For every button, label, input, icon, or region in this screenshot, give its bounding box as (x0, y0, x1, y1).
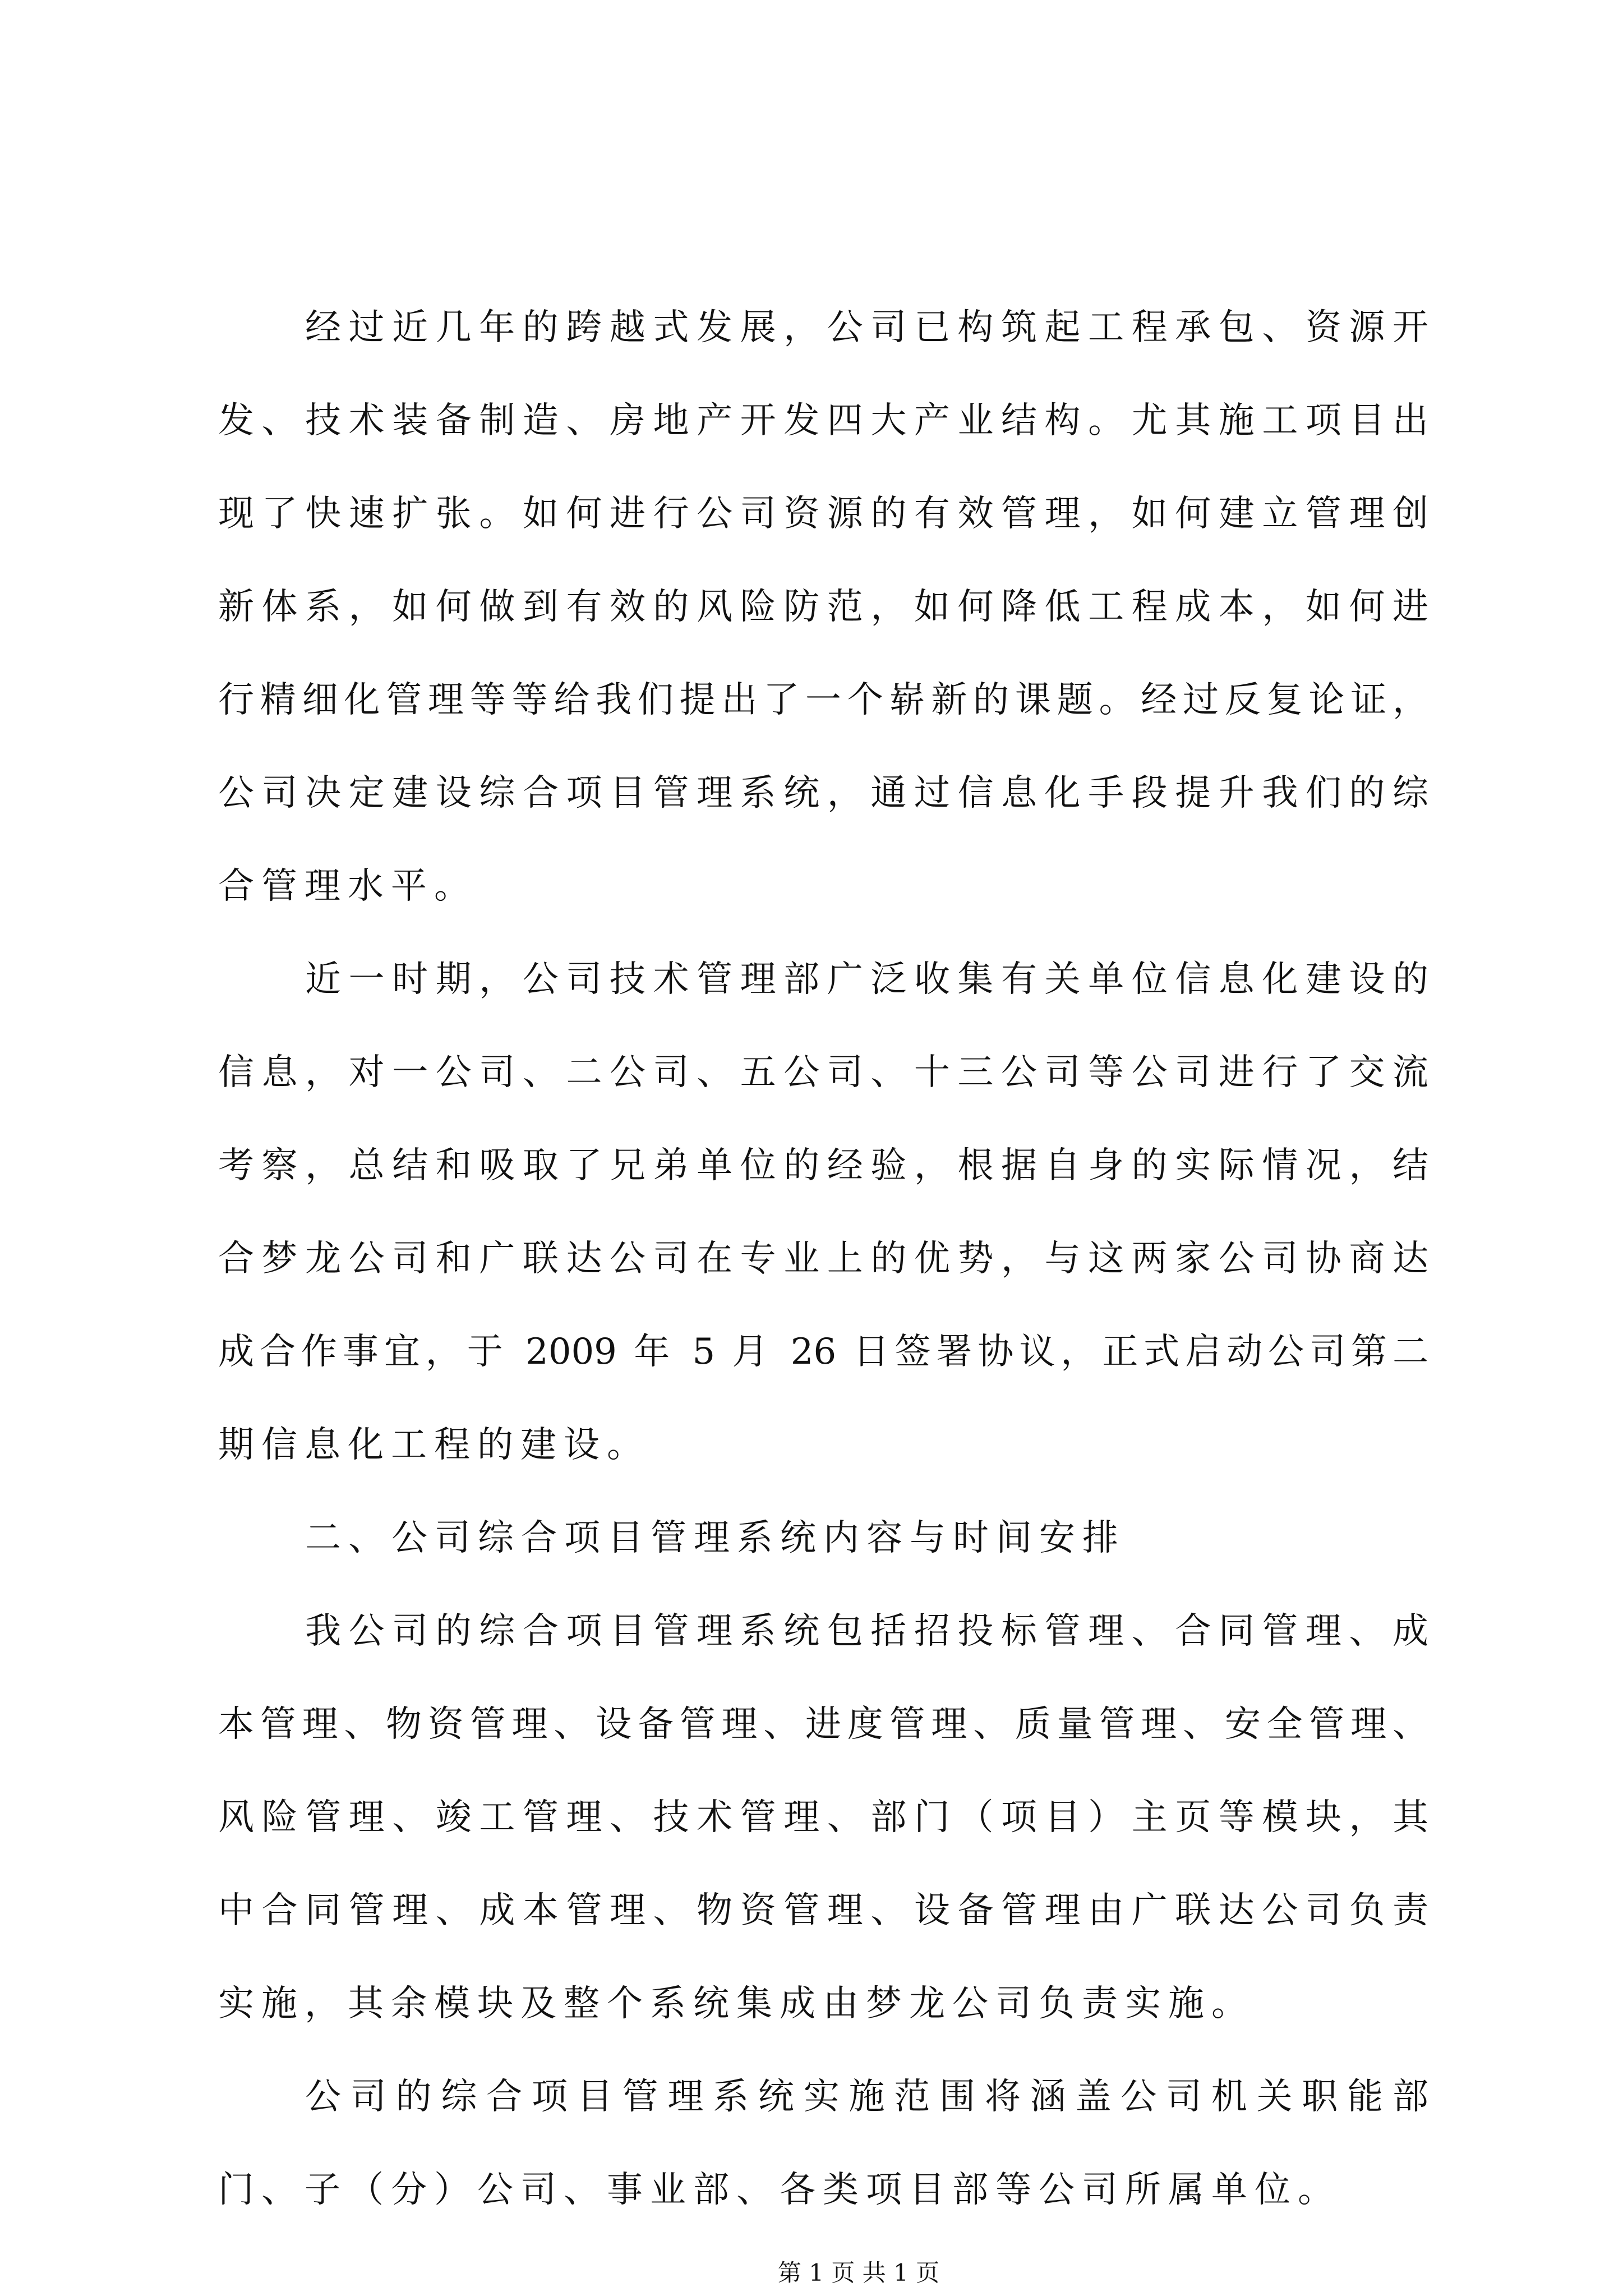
text-line: 中合同管理、成本管理、物资管理、设备管理由广联达公司负责 (218, 1890, 1428, 1931)
paragraph (218, 1585, 1428, 2050)
text-line: 现了快速扩张。如何进行公司资源的有效管理，如何建立管理创 (218, 493, 1428, 535)
text-line: 成合作事宜，于 2009 年 5 月 26 日签署协议，正式启动公司第二 (218, 1331, 1428, 1373)
paragraph (218, 281, 1428, 933)
text-line: 门、子（分）公司、事业部、各类项目部等公司所属单位。 (218, 2169, 1341, 2211)
text-line: 经过近几年的跨越式发展，公司已构筑起工程承包、资源开 (305, 307, 1428, 348)
text-line: 公司决定建设综合项目管理系统，通过信息化手段提升我们的综 (218, 772, 1428, 814)
text-line: 合管理水平。 (218, 866, 477, 907)
text-line: 风险管理、竣工管理、技术管理、部门（项目）主页等模块，其 (218, 1797, 1428, 1838)
page-footer (778, 2261, 939, 2285)
paragraph (218, 933, 1428, 1492)
section-heading-text: 二、公司综合项目管理系统内容与时间安排 (305, 1517, 1126, 1559)
text-line: 本管理、物资管理、设备管理、进度管理、质量管理、安全管理、 (218, 1704, 1428, 1745)
section-heading (218, 1492, 1428, 1585)
text-line: 行精细化管理等等给我们提出了一个崭新的课题。经过反复论证， (218, 679, 1428, 721)
text-line: 期信息化工程的建设。 (218, 1424, 650, 1466)
text-line: 近一时期，公司技术管理部广泛收集有关单位信息化建设的 (305, 959, 1428, 1000)
paragraph (218, 2050, 1428, 2237)
text-line: 公司的综合项目管理系统实施范围将涵盖公司机关职能部 (305, 2076, 1428, 2118)
page-number-label: 第 1 页 共 1 页 (777, 2259, 940, 2286)
text-line: 实施，其余模块及整个系统集成由梦龙公司负责实施。 (218, 1983, 1255, 2024)
text-line: 新体系，如何做到有效的风险防范，如何降低工程成本，如何进 (218, 586, 1428, 628)
text-line: 发、技术装备制造、房地产开发四大产业结构。尤其施工项目出 (218, 400, 1428, 441)
document-body (218, 281, 1428, 2237)
text-line: 我公司的综合项目管理系统包括招投标管理、合同管理、成 (305, 1611, 1428, 1652)
text-line: 合梦龙公司和广联达公司在专业上的优势，与这两家公司协商达 (218, 1238, 1428, 1280)
text-line: 信息，对一公司、二公司、五公司、十三公司等公司进行了交流 (218, 1052, 1428, 1093)
text-line: 考察，总结和吸取了兄弟单位的经验，根据自身的实际情况，结 (218, 1145, 1428, 1186)
